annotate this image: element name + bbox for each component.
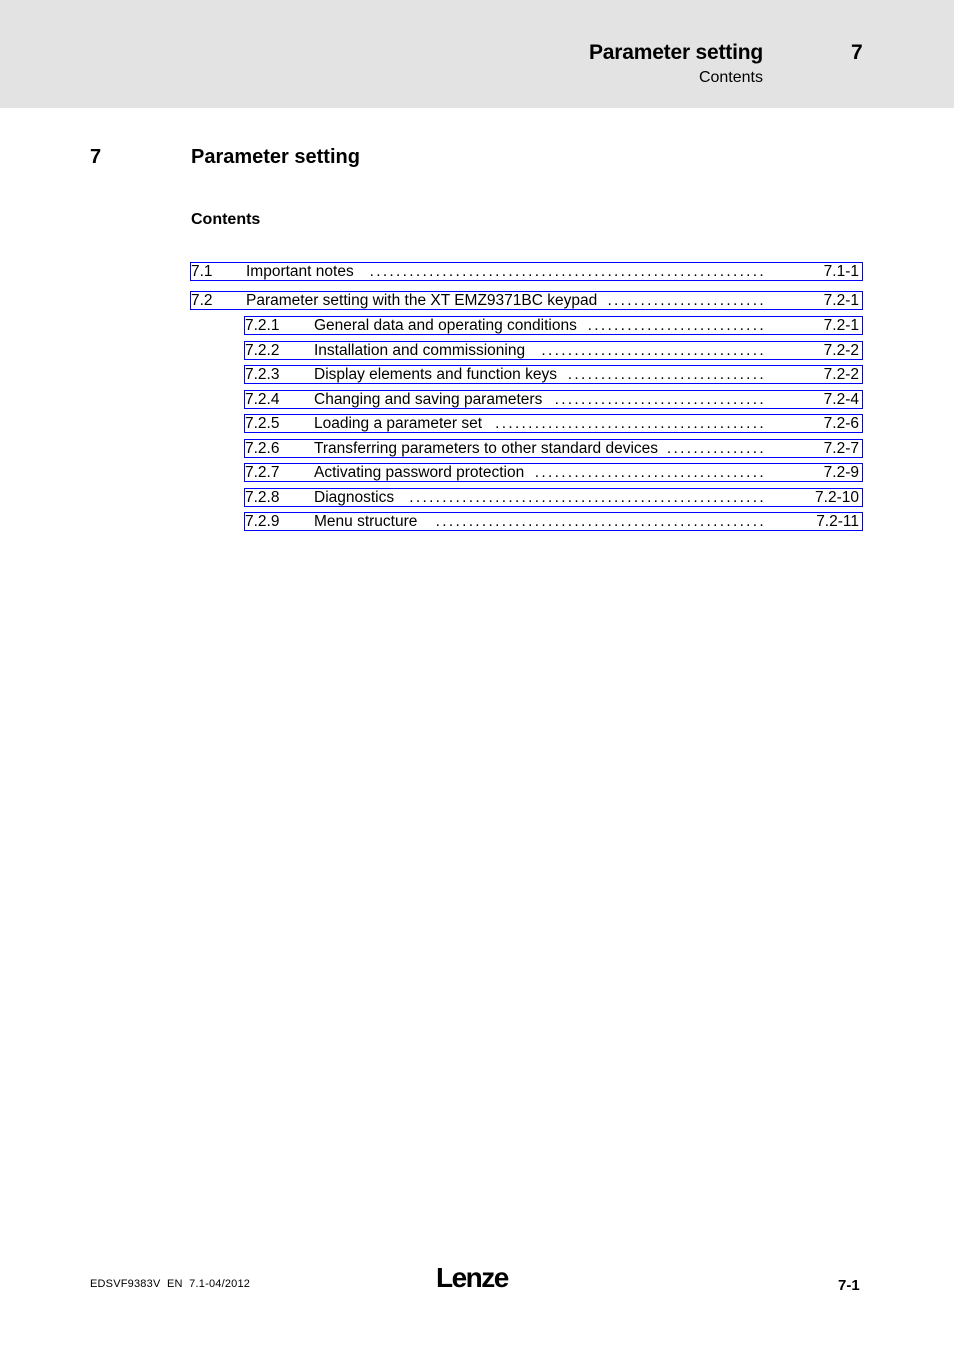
toc-entry-page: 7.1-1 bbox=[823, 263, 859, 280]
toc-entry-page: 7.2-6 bbox=[823, 415, 859, 432]
toc-entry-page: 7.2-4 bbox=[823, 391, 859, 408]
toc-entry-page: 7.2-1 bbox=[823, 317, 859, 334]
toc-entry-number: 7.2.7 bbox=[245, 464, 280, 481]
toc-entry-7-2-9[interactable] bbox=[244, 512, 863, 531]
toc-entry-title: Menu structure bbox=[314, 513, 418, 530]
toc-entry-number: 7.2.1 bbox=[245, 317, 280, 334]
toc-entry-title: Parameter setting with the XT EMZ9371BC keypad bbox=[246, 292, 598, 309]
toc-entry-number: 7.2.3 bbox=[245, 366, 280, 383]
toc-entry-7-2-8[interactable] bbox=[244, 488, 863, 507]
toc-entry-page: 7.2-11 bbox=[816, 513, 859, 530]
toc-entry-7-2[interactable] bbox=[190, 291, 863, 310]
toc-entry-7-2-4[interactable] bbox=[244, 390, 863, 409]
lenze-logo: Lenze bbox=[436, 1262, 508, 1293]
contents-heading: Contents bbox=[191, 211, 261, 228]
toc-entry-title: Important notes bbox=[246, 263, 354, 280]
toc-entry-page: 7.2-10 bbox=[815, 489, 859, 506]
toc-leader-dots: ................................ bbox=[554, 391, 766, 408]
toc-entry-7-2-1[interactable] bbox=[244, 316, 863, 335]
chapter-title: Parameter setting bbox=[191, 146, 360, 168]
toc-entry-page: 7.2-7 bbox=[823, 440, 859, 457]
toc-entry-number: 7.2.4 bbox=[245, 391, 280, 408]
footer-page-number: 7-1 bbox=[838, 1277, 860, 1294]
toc-entry-7-1[interactable] bbox=[190, 262, 863, 281]
toc-entry-number: 7.2.6 bbox=[245, 440, 280, 457]
toc-entry-7-2-7[interactable] bbox=[244, 463, 863, 482]
toc-leader-dots: ........................ bbox=[607, 292, 766, 309]
toc-entry-title: Transferring parameters to other standard devices bbox=[314, 440, 659, 457]
toc-entry-title: Activating password protection bbox=[314, 464, 525, 481]
toc-entry-number: 7.2.9 bbox=[245, 513, 280, 530]
header-title: Parameter setting bbox=[588, 41, 763, 64]
toc-entry-page: 7.2-9 bbox=[823, 464, 859, 481]
header-chapter-number: 7 bbox=[851, 41, 863, 64]
toc-entry-title: Display elements and function keys bbox=[314, 366, 557, 383]
toc-leader-dots: ........................... bbox=[587, 317, 766, 334]
toc-entry-title: Changing and saving parameters bbox=[314, 391, 543, 408]
toc-entry-title: General data and operating conditions bbox=[314, 317, 577, 334]
toc-leader-dots: ............... bbox=[666, 440, 766, 457]
chapter-number: 7 bbox=[90, 146, 102, 168]
toc-entry-number: 7.1 bbox=[191, 263, 213, 280]
toc-entry-number: 7.2.8 bbox=[245, 489, 280, 506]
toc-entry-page: 7.2-2 bbox=[823, 366, 859, 383]
toc-leader-dots: .................................................. bbox=[435, 513, 766, 530]
toc-entry-7-2-5[interactable] bbox=[244, 414, 863, 433]
toc-entry-number: 7.2.5 bbox=[245, 415, 280, 432]
toc-entry-title: Installation and commissioning bbox=[314, 342, 526, 359]
header-subtitle: Contents bbox=[698, 69, 763, 86]
toc-entry-7-2-2[interactable] bbox=[244, 341, 863, 360]
toc-entry-number: 7.2 bbox=[191, 292, 213, 309]
toc-leader-dots: ......................................... bbox=[495, 415, 766, 432]
toc-leader-dots: .............................. bbox=[567, 366, 766, 383]
toc-entry-7-2-6[interactable] bbox=[244, 439, 863, 458]
toc-leader-dots: .................................. bbox=[541, 342, 766, 359]
toc-leader-dots: ...................................................... bbox=[409, 489, 766, 506]
toc-entry-page: 7.2-1 bbox=[823, 292, 859, 309]
toc-leader-dots: ............................................................ bbox=[369, 263, 766, 280]
toc-entry-7-2-3[interactable] bbox=[244, 365, 863, 384]
toc-entry-page: 7.2-2 bbox=[823, 342, 859, 359]
footer-document-reference: EDSVF9383V EN 7.1-04/2012 bbox=[90, 1278, 251, 1290]
toc-entry-number: 7.2.2 bbox=[245, 342, 280, 359]
toc-entry-title: Diagnostics bbox=[314, 489, 395, 506]
header-band bbox=[0, 0, 954, 108]
toc-leader-dots: ................................... bbox=[534, 464, 766, 481]
toc-entry-title: Loading a parameter set bbox=[314, 415, 483, 432]
